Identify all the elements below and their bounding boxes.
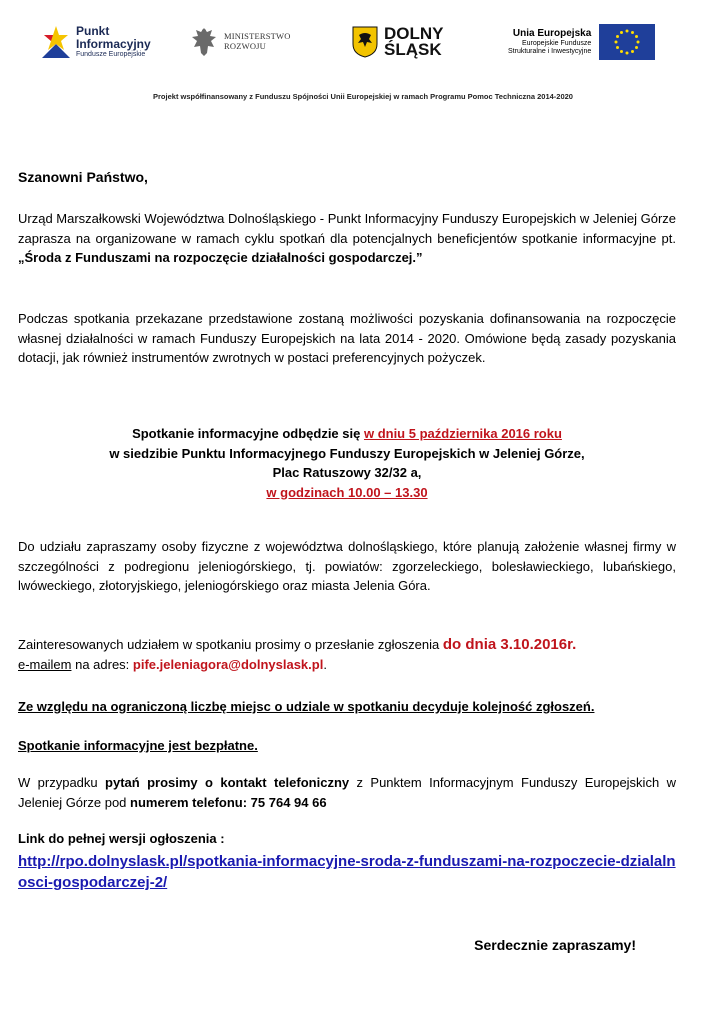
eligibility-paragraph: Do udziału zapraszamy osoby fizyczne z województwa dolnośląskiego, które planują założenie własnej firmy w szczególności z podregionu jeleniogórskiego, tj. powiatów: zgorzeleckiego, bolesławieckiego, lubańskiego, lwóweckiego, złotoryjskiego, jeleniogórskiego oraz miasta Jelenia Góra. (18, 539, 676, 593)
logo-ue-line1: Unia Europejska (512, 28, 592, 40)
logo-ue-line3: Strukturalne i Inwestycyjne (508, 47, 592, 55)
meeting-address: Plac Ratuszowy 32/32 a, (272, 465, 422, 480)
eu-flag-icon (599, 24, 655, 60)
registration-deadline: do dnia 3.10.2016r. (442, 636, 577, 653)
intro-text: Urząd Marszałkowski Województwa Dolnośląskiego - Punkt Informacyjny Funduszy Europejskich w Jeleniej Górze zaprasza na organizowane w ramach cyklu spotkań dla potencjalnych beneficjentów spotkanie informacyjne pt. (18, 211, 676, 246)
logo-ue-line2: Europejskie Fundusze (522, 39, 592, 47)
event-title: „Środa z Funduszami na rozpoczęcie działalności gospodarczej.” (18, 250, 423, 265)
logo-pi-line3: Fundusze Europejskie (76, 51, 146, 59)
logo-pi-line2: Informacyjny (76, 37, 151, 52)
coat-of-arms-icon (352, 26, 378, 58)
punkt-informacyjny-logo (40, 18, 151, 66)
free-event-note: Spotkanie informacyjne jest bezpłatne. (18, 738, 258, 753)
logo-mr-line1: MINISTERSTWO (224, 31, 291, 42)
salutation: Szanowni Państwo, (18, 169, 148, 185)
logo-mr-line2: ROZWOJU (224, 41, 267, 51)
meeting-date: w dniu 5 października 2016 roku (363, 426, 562, 441)
eagle-emblem-icon (190, 25, 218, 59)
address-label: na adres: (75, 656, 130, 672)
cofunding-note: Projekt współfinansowany z Funduszu Spójności Unii Europejskiej w ramach Programu Pomoc Techniczna 2014-2020 (153, 92, 573, 101)
logo-ds-line1: DOLNY (384, 23, 444, 43)
limited-places-note: Ze względu na ograniczoną liczbę miejsc o udziale w spotkaniu decyduje kolejność zgłoszeń. (18, 699, 595, 714)
logo-pi-line1: Punkt (76, 23, 110, 38)
registration-paragraph: Zainteresowanych udziałem w spotkaniu prosimy o przesłanie zgłoszenia do dnia 3.10.2016r. e-mailem na adres: pife.jeleniagora@dolnyslask.pl. (18, 636, 577, 672)
dolny-slask-logo (352, 18, 444, 66)
contact-request: pytań prosimy o kontakt telefoniczny (105, 775, 350, 790)
announcement-link[interactable]: http://rpo.dolnyslask.pl/spotkania-informacyjne-sroda-z-funduszami-na-rozpoczecie-dzialalnosci-gospodarczej-2/ (18, 853, 676, 891)
link-label: Link do pełnej wersji ogłoszenia : (18, 831, 225, 846)
email-word: e-mailem (18, 656, 72, 672)
ministerstwo-logo (190, 18, 291, 66)
intro-paragraph (18, 209, 676, 268)
email-address[interactable]: pife.jeleniagora@dolnyslask.pl (132, 656, 324, 672)
logo-bar (0, 18, 726, 66)
unia-europejska-logo (508, 18, 655, 66)
meeting-intro: Spotkanie informacyjne odbędzie się (132, 426, 361, 441)
logo-ds-line2: ŚLĄSK (384, 40, 442, 59)
description-paragraph: Podczas spotkania przekazane przedstawione zostaną możliwości pozyskania dofinansowania na rozpoczęcie własnej działalności w ramach Funduszy Europejskich na lata 2014 - 2020. Omówione będą zasady pozyskania dotacji, jak również instrumentów zwrotnych w postaci preferencyjnych pożyczek. (18, 311, 676, 365)
fe-star-icon (40, 24, 70, 60)
meeting-hours: w godzinach 10.00 – 13.30 (266, 484, 428, 500)
registration-text: Zainteresowanych udziałem w spotkaniu prosimy o przesłanie zgłoszenia (18, 637, 440, 652)
meeting-location: w siedzibie Punktu Informacyjnego Funduszy Europejskich w Jeleniej Górze, (109, 445, 585, 461)
meeting-details (18, 424, 676, 502)
closing: Serdecznie zapraszamy! (474, 937, 636, 953)
contact-paragraph: W przypadku pytań prosimy o kontakt telefoniczny z Punktem Informacyjnym Funduszy Europejskich w Jeleniej Górze pod numerem telefonu: 75 764 94 66 (18, 775, 676, 810)
phone-number: numerem telefonu: 75 764 94 66 (130, 794, 327, 810)
